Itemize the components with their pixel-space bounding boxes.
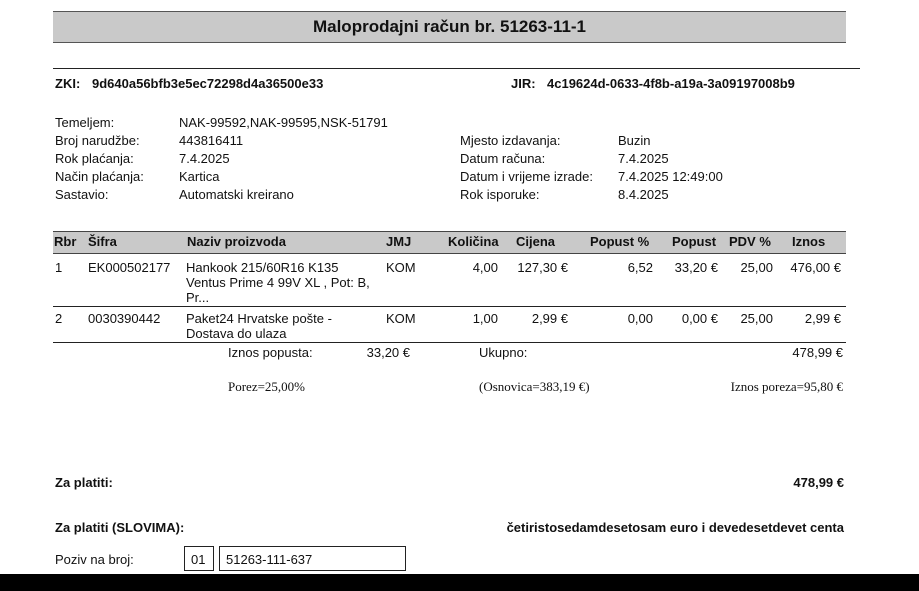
col-popust: Popust — [672, 234, 717, 249]
broj-narudzbe-label: Broj narudžbe: — [55, 133, 140, 148]
rok-isporuke-value: 8.4.2025 — [618, 187, 669, 202]
row-divider — [53, 306, 846, 307]
mjesto-izdavanja-value: Buzin — [618, 133, 651, 148]
row1-naziv: Hankook 215/60R16 K135 Ventus Prime 4 99V XL , Pot: B, Pr... — [186, 260, 370, 305]
row1-sifra: EK000502177 — [88, 260, 171, 275]
mjesto-izdavanja-label: Mjesto izdavanja: — [460, 133, 561, 148]
za-platiti-value: 478,99 € — [793, 475, 844, 490]
datum-izrade-value: 7.4.2025 12:49:00 — [618, 169, 723, 184]
ukupno-value: 478,99 € — [792, 345, 843, 360]
datum-racuna-label: Datum računa: — [460, 151, 546, 166]
table-header — [53, 231, 846, 254]
porez-rate: Porez=25,00% — [228, 379, 306, 394]
row2-kolicina: 1,00 — [472, 311, 498, 326]
row2-pdv: 25,00 — [740, 311, 773, 326]
col-iznos: Iznos — [792, 234, 826, 249]
col-pdv: PDV % — [729, 234, 771, 249]
rok-placanja-label: Rok plaćanja: — [55, 151, 134, 166]
row1-rbr: 1 — [55, 260, 63, 275]
slovima-value: četiristosedamdesetosam euro i devedesetdevet centa — [506, 520, 844, 535]
row2-cijena: 2,99 € — [531, 311, 568, 326]
datum-izrade-label: Datum i vrijeme izrade: — [460, 169, 593, 184]
invoice-title: Maloprodajni račun br. 51263-11-1 — [53, 11, 846, 43]
zki-label: ZKI: — [55, 76, 81, 91]
col-kolicina: Količina — [448, 234, 499, 249]
jir-value: 4c19624d-0633-4f8b-a19a-3a09197008b9 — [547, 76, 795, 91]
datum-racuna-value: 7.4.2025 — [618, 151, 669, 166]
row2-naziv: Paket24 Hrvatske pošte - Dostava do ulaza — [186, 311, 332, 341]
table-bottom-divider — [53, 342, 846, 343]
row1-iznos: 476,00 € — [790, 260, 841, 275]
slovima-label: Za platiti (SLOVIMA): — [55, 520, 185, 535]
row2-sifra: 0030390442 — [88, 311, 161, 326]
row2-rbr: 2 — [55, 311, 63, 326]
row1-cijena: 127,30 € — [517, 260, 568, 275]
row1-popust-pct: 6,52 — [627, 260, 653, 275]
rok-placanja-value: 7.4.2025 — [179, 151, 230, 166]
iznos-popusta-value: 33,20 € — [366, 345, 410, 360]
col-popust-pct: Popust % — [590, 234, 650, 249]
broj-narudzbe-value: 443816411 — [179, 133, 244, 148]
temeljem-label: Temeljem: — [55, 115, 115, 130]
za-platiti-label: Za platiti: — [55, 475, 113, 490]
sastavio-label: Sastavio: — [55, 187, 109, 202]
sastavio-value: Automatski kreirano — [179, 187, 294, 202]
iznos-popusta-label: Iznos popusta: — [228, 345, 313, 360]
col-rbr: Rbr — [54, 234, 77, 249]
col-sifra: Šifra — [88, 234, 117, 249]
row2-iznos: 2,99 € — [804, 311, 841, 326]
poziv-model-box: 01 — [184, 546, 214, 571]
nacin-placanja-value: Kartica — [179, 169, 220, 184]
poziv-broj-box: 51263-111-637 — [219, 546, 406, 571]
row2-popust-pct: 0,00 — [627, 311, 653, 326]
rok-isporuke-label: Rok isporuke: — [460, 187, 540, 202]
row1-jmj: KOM — [386, 260, 416, 275]
jir-label: JIR: — [511, 76, 536, 91]
temeljem-value: NAK-99592,NAK-99595,NSK-51791 — [179, 115, 388, 130]
row2-popust: 0,00 € — [681, 311, 718, 326]
bottom-black-bar — [0, 574, 919, 591]
col-naziv: Naziv proizvoda — [187, 234, 286, 249]
row1-pdv: 25,00 — [740, 260, 773, 275]
row1-kolicina: 4,00 — [472, 260, 498, 275]
col-jmj: JMJ — [386, 234, 412, 249]
row2-jmj: KOM — [386, 311, 416, 326]
zki-value: 9d640a56bfb3e5ec72298d4a36500e33 — [92, 76, 324, 91]
divider — [53, 68, 860, 69]
iznos-poreza: Iznos poreza=95,80 € — [730, 379, 843, 394]
nacin-placanja-label: Način plaćanja: — [55, 169, 144, 184]
osnovica: (Osnovica=383,19 €) — [479, 379, 590, 394]
poziv-label: Poziv na broj: — [55, 552, 134, 567]
row1-popust: 33,20 € — [674, 260, 718, 275]
col-cijena: Cijena — [516, 234, 556, 249]
ukupno-label: Ukupno: — [479, 345, 528, 360]
